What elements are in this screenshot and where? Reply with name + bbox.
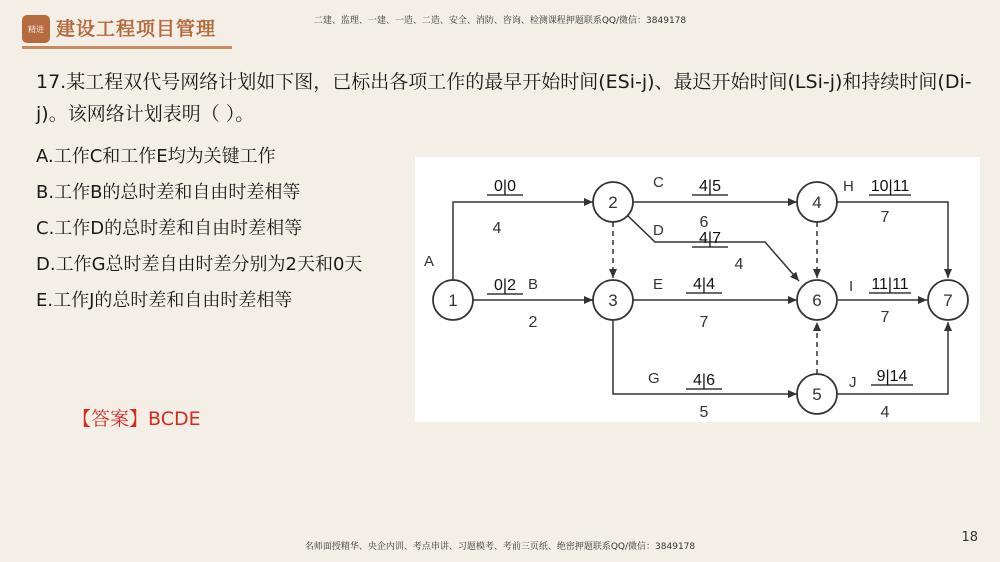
option-b: B.工作B的总时差和自由时差相等	[36, 182, 301, 203]
activity-name-i: I	[849, 278, 854, 295]
option-e: E.工作J的总时差和自由时差相等	[36, 290, 293, 311]
answer-text: 【答案】BCDE	[72, 408, 201, 430]
duration-e: 7	[699, 314, 709, 331]
option-a: A.工作C和工作E均为关键工作	[36, 146, 276, 167]
activity-name-j: J	[849, 374, 857, 391]
es-ls-j: 9|14	[876, 368, 908, 385]
activity-name-a: A	[424, 253, 435, 270]
arrow-a	[453, 202, 593, 281]
network-diagram	[415, 157, 980, 422]
activity-name-g: G	[648, 370, 660, 387]
node-label-1: 1	[448, 291, 458, 310]
es-ls-i: 11|11	[871, 276, 909, 293]
top-notice: 二建、监理、一建、一造、二造、安全、消防、咨询、检测课程押题联系QQ/微信：3849178	[313, 16, 687, 26]
duration-j: 4	[880, 404, 890, 421]
activity-name-h: H	[843, 178, 854, 195]
network-svg	[415, 157, 980, 422]
question-text: 17.某工程双代号网络计划如下图，已标出各项工作的最早开始时间(ESi-j)、最迟开始时间(LSi-j)和持续时间(Di-j)。该网络计划表明（ ）。	[36, 71, 972, 125]
footer-notice: 名师面授精华、央企内训、考点串讲、习题模考、考前三页纸、绝密押题联系QQ/微信：3849178	[304, 542, 696, 552]
duration-g: 5	[699, 404, 709, 421]
logo-badge: 精进	[22, 15, 50, 43]
node-label-4: 4	[812, 193, 822, 212]
duration-h: 7	[880, 209, 890, 226]
node-label-6: 6	[812, 291, 822, 310]
duration-c: 6	[699, 214, 709, 231]
brand-title: 建设工程项目管理	[56, 18, 217, 40]
duration-d: 4	[734, 256, 744, 273]
es-ls-g: 4|6	[693, 372, 715, 389]
options-list	[36, 142, 362, 322]
duration-b: 2	[528, 314, 538, 331]
es-ls-d: 4|7	[699, 230, 721, 247]
activity-name-b: B	[528, 276, 539, 293]
activity-name-d: D	[653, 222, 664, 239]
node-label-7: 7	[943, 291, 953, 310]
node-label-3: 3	[608, 291, 618, 310]
option-d: D.工作G总时差自由时差分别为2天和0天	[36, 254, 363, 275]
activity-name-c: C	[653, 174, 664, 191]
es-ls-a: 0|0	[494, 178, 516, 195]
es-ls-b: 0|2	[494, 277, 516, 294]
node-label-5: 5	[812, 385, 822, 404]
es-ls-h: 10|11	[870, 178, 910, 195]
option-c: C.工作D的总时差和自由时差相等	[36, 218, 303, 239]
activity-name-e: E	[653, 276, 664, 293]
es-ls-c: 4|5	[699, 178, 721, 195]
es-ls-e: 4|4	[693, 276, 715, 293]
node-label-2: 2	[608, 193, 618, 212]
duration-a: 4	[492, 220, 502, 237]
duration-i: 7	[880, 309, 890, 326]
page-number: 18	[961, 530, 978, 545]
brand-underline	[22, 46, 232, 49]
arrow-h	[837, 202, 948, 278]
